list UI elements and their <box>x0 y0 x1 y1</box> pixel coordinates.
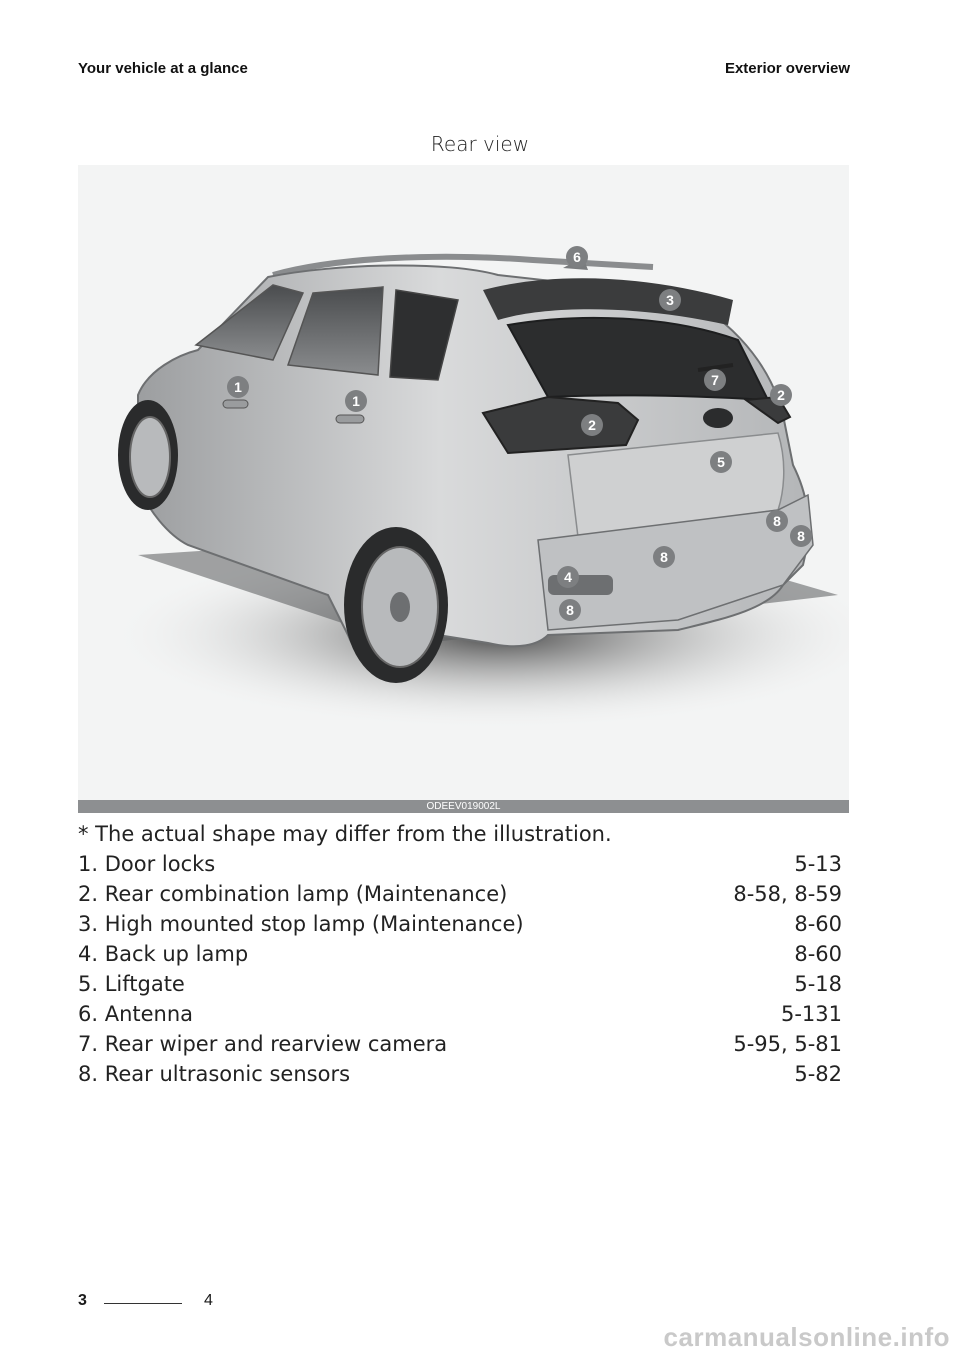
list-item <box>78 939 842 969</box>
rear-view-illustration <box>78 165 849 813</box>
svg-text:8: 8 <box>773 513 781 529</box>
svg-text:6: 6 <box>573 249 581 265</box>
running-header-section: Exterior overview <box>724 60 850 77</box>
list-item <box>78 909 842 939</box>
brand-badge <box>703 408 733 428</box>
part-page-ref[interactable]: 5-13 <box>794 852 842 876</box>
footer-chapter-number: 3 <box>78 1292 87 1309</box>
part-page-ref[interactable]: 8-60 <box>794 942 842 966</box>
part-page-ref[interactable]: 5-18 <box>794 972 842 996</box>
callout-high-mounted-stop-lamp <box>659 289 681 311</box>
list-item <box>78 1029 842 1059</box>
svg-text:2: 2 <box>777 387 785 403</box>
part-label: 8. Rear ultrasonic sensors <box>78 1062 351 1086</box>
svg-text:8: 8 <box>797 528 805 544</box>
callout-door-lock-front <box>227 376 249 398</box>
svg-text:1: 1 <box>234 379 242 395</box>
part-page-ref[interactable]: 5-131 <box>780 1002 842 1026</box>
part-label: 3. High mounted stop lamp (Maintenance) <box>78 912 524 936</box>
illustration-note: * The actual shape may differ from the illustration. <box>78 822 612 846</box>
svg-text:3: 3 <box>666 292 674 308</box>
svg-text:2: 2 <box>588 417 596 433</box>
footer-divider <box>104 1303 182 1304</box>
section-title: Rear view <box>430 132 530 156</box>
footer-page-number: 4 <box>204 1292 213 1309</box>
callout-rear-combination-lamp-right <box>770 384 792 406</box>
callout-back-up-lamp <box>557 566 579 588</box>
figure-code: ODEEV019002L <box>78 800 849 813</box>
part-page-ref[interactable]: 8-58, 8-59 <box>733 882 842 906</box>
wheel-front <box>118 400 178 510</box>
callout-ultrasonic-sensor-3 <box>766 510 788 532</box>
svg-text:8: 8 <box>566 602 574 618</box>
parts-list <box>78 849 842 1089</box>
car-drawing <box>78 165 849 813</box>
door-handle-rear <box>336 415 364 423</box>
part-page-ref[interactable]: 8-60 <box>794 912 842 936</box>
callout-antenna <box>566 246 588 268</box>
callout-liftgate <box>710 451 732 473</box>
list-item <box>78 999 842 1029</box>
list-item <box>78 969 842 999</box>
door-handle-front <box>223 400 248 408</box>
list-item <box>78 849 842 879</box>
part-label: 7. Rear wiper and rearview camera <box>78 1032 448 1056</box>
part-label: 2. Rear combination lamp (Maintenance) <box>78 882 508 906</box>
callout-ultrasonic-sensor-1 <box>653 546 675 568</box>
callout-rear-wiper-camera <box>704 369 726 391</box>
list-item <box>78 1059 842 1089</box>
svg-text:4: 4 <box>564 569 572 585</box>
callout-ultrasonic-sensor-4 <box>790 525 812 547</box>
callout-rear-combination-lamp-left <box>581 414 603 436</box>
svg-text:1: 1 <box>352 393 360 409</box>
svg-text:8: 8 <box>660 549 668 565</box>
list-item <box>78 879 842 909</box>
part-page-ref[interactable]: 5-82 <box>794 1062 842 1086</box>
svg-text:7: 7 <box>711 372 719 388</box>
svg-text:5: 5 <box>717 454 725 470</box>
part-label: 6. Antenna <box>78 1002 194 1026</box>
callout-ultrasonic-sensor-2 <box>559 599 581 621</box>
part-page-ref[interactable]: 5-95, 5-81 <box>733 1032 842 1056</box>
wheel-rear <box>344 527 448 683</box>
part-label: 5. Liftgate <box>78 972 185 996</box>
callout-door-lock-rear <box>345 390 367 412</box>
part-label: 1. Door locks <box>78 852 216 876</box>
running-header-chapter: Your vehicle at a glance <box>78 60 248 77</box>
watermark: carmanualsonline.info <box>663 1322 950 1352</box>
part-label: 4. Back up lamp <box>78 942 249 966</box>
